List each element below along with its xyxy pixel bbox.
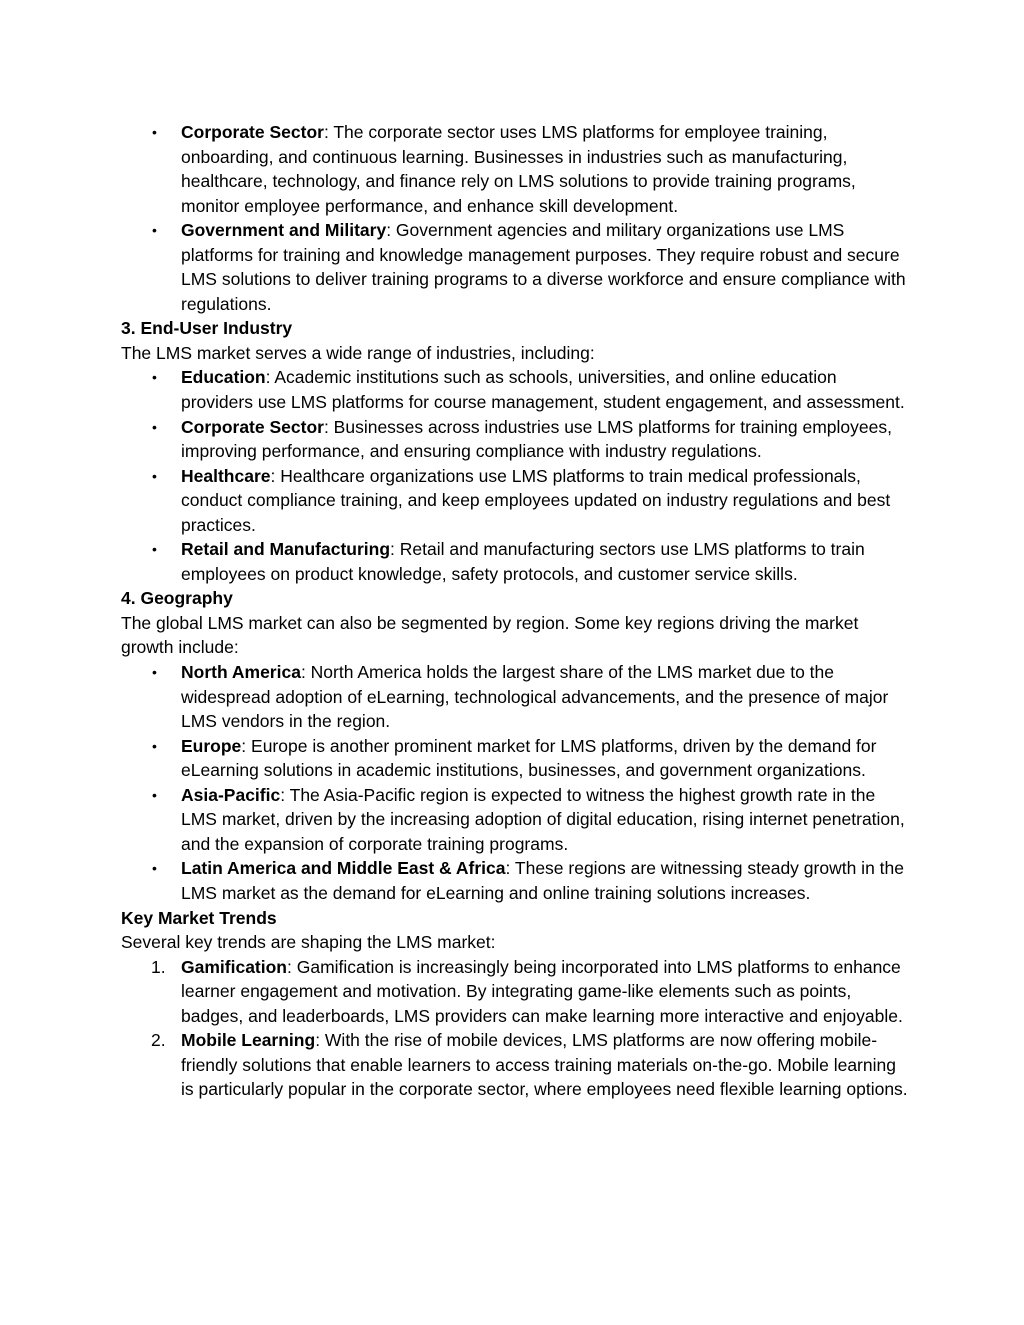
item-text: : North America holds the largest share of the LMS market due to the widespread adoption of eLearning, technological advancements, and the presence of major LMS vendors in the region. (181, 662, 889, 732)
item-text: : Europe is another prominent market for LMS platforms, driven by the demand for eLearning solutions in academic institutions, businesses, and government organizations. (181, 735, 877, 781)
trends-list (121, 955, 911, 1102)
section-heading-trends: Key Market Trends (121, 907, 277, 928)
bullet-icon: • (152, 541, 157, 558)
list-item (121, 120, 911, 218)
item-text: : The corporate sector uses LMS platforms for employee training, onboarding, and continuous learning. Businesses in industries such as manufacturing, healthcare, technology, and finance rely on LMS solutions to provide training programs, monitor employee performance, and enhance skill development. (181, 122, 856, 216)
list-item (121, 734, 911, 783)
item-term: Gamification (181, 956, 287, 977)
bullet-icon: • (152, 418, 157, 435)
bullet-icon: • (152, 737, 157, 754)
item-term: Corporate Sector (181, 122, 324, 142)
end-user-list (121, 365, 911, 586)
item-term: Education (181, 367, 266, 388)
item-term: Asia-Pacific (181, 784, 281, 805)
bullet-icon: • (152, 664, 157, 681)
item-term: Healthcare (181, 465, 271, 486)
list-item (121, 415, 911, 464)
bullet-icon: • (152, 467, 157, 484)
item-term: North America (181, 662, 301, 683)
item-text: : Retail and manufacturing sectors use LMS platforms to train employees on product knowledge, safety protocols, and customer service skills. (181, 539, 865, 584)
item-term: Government and Military (181, 220, 387, 241)
item-text: : The Asia-Pacific region is expected to witness the highest growth rate in the LMS market, driven by the increasing adoption of digital education, rising internet penetration, and the expansion of corporate training programs. (181, 784, 905, 854)
item-term: Mobile Learning (181, 1030, 316, 1051)
item-text: : Healthcare organizations use LMS platforms to train medical professionals, conduct compliance training, and keep employees updated on industry regulations and best practices. (181, 465, 891, 535)
list-item (121, 218, 911, 316)
item-term: Latin America and Middle East & Africa (181, 858, 506, 879)
section-intro-geography: The global LMS market can also be segmented by region. Some key regions driving the market growth include: (121, 612, 859, 658)
list-item (121, 537, 911, 586)
section-heading-geography: 4. Geography (121, 588, 233, 609)
list-item (121, 660, 911, 734)
document-page (121, 120, 911, 1102)
list-number: 1. (151, 956, 166, 977)
item-term: Europe (181, 735, 242, 756)
list-item (121, 955, 911, 1029)
geography-list (121, 660, 911, 905)
item-text: : Academic institutions such as schools, universities, and online education providers use LMS platforms for course management, student engagement, and assessment. (181, 367, 905, 413)
list-item (121, 856, 911, 905)
section-intro-trends: Several key trends are shaping the LMS market: (121, 932, 496, 953)
item-text: : Gamification is increasingly being incorporated into LMS platforms to enhance learner engagement and motivation. By integrating game-like elements such as points, badges, and leaderboards, LMS providers can make learning more interactive and enjoyable. (181, 956, 903, 1026)
bullet-icon: • (152, 369, 157, 386)
item-text: : These regions are witnessing steady growth in the LMS market as the demand for eLearning and online training solutions increases. (181, 858, 904, 903)
section-heading-end-user: 3. End-User Industry (121, 318, 293, 339)
bullet-icon: • (152, 222, 157, 239)
item-term: Corporate Sector (181, 416, 324, 437)
bullet-icon: • (152, 124, 157, 140)
list-item (121, 365, 911, 414)
item-text: : Businesses across industries use LMS platforms for training employees, improving performance, and ensuring compliance with industry regulations. (181, 416, 892, 462)
bullet-icon: • (152, 860, 157, 877)
list-item (121, 783, 911, 857)
bullet-icon: • (152, 786, 157, 803)
list-item (121, 1028, 911, 1102)
item-term: Retail and Manufacturing (181, 539, 391, 560)
list-item (121, 464, 911, 538)
list-number: 2. (151, 1030, 166, 1051)
item-text: : Government agencies and military organizations use LMS platforms for training and knowledge management purposes. They require robust and secure LMS solutions to deliver training programs to a diverse workforce and ensure compliance with regulations. (181, 220, 906, 314)
sector-list (121, 120, 911, 316)
item-text: : With the rise of mobile devices, LMS platforms are now offering mobile-friendly solutions that enable learners to access training materials on-the-go. Mobile learning is particularly popular in the corporate sector, where employees need flexible learning options. (181, 1030, 908, 1100)
section-intro-end-user: The LMS market serves a wide range of industries, including: (121, 342, 595, 363)
